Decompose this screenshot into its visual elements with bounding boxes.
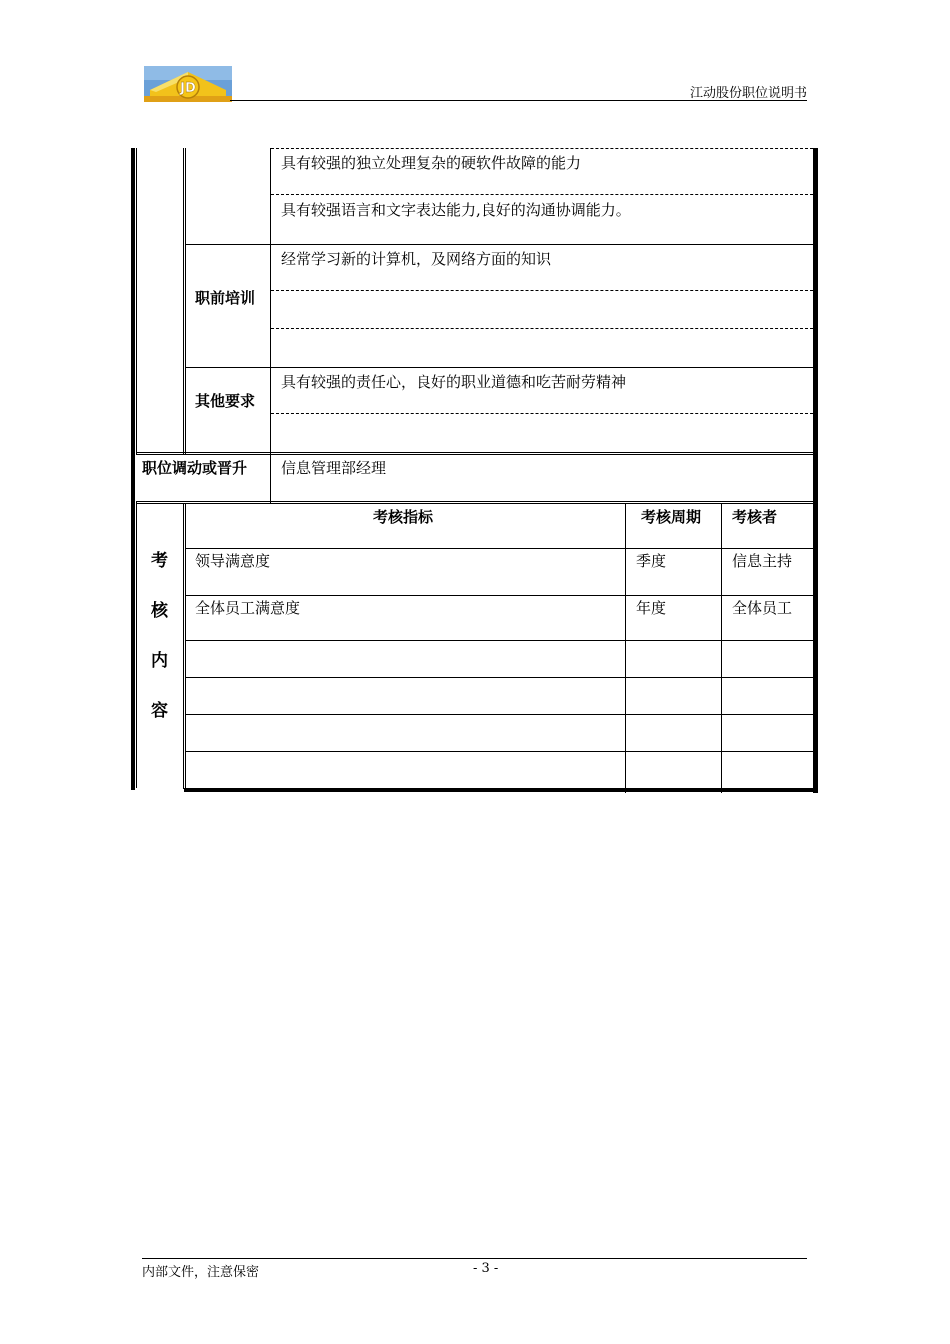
- column-header-assessor: 考核者: [732, 508, 778, 526]
- table-bottom-border: [184, 788, 818, 792]
- row-2-assessor: 全体员工: [732, 599, 793, 617]
- confidential-notice: 内部文件，注意保密: [142, 1265, 260, 1280]
- qualification-line-1: 具有较强的独立处理复杂的硬软件故障的能力: [281, 154, 582, 172]
- assessment-side-label-char-4: 容: [151, 701, 168, 721]
- other-requirements-label: 其他要求: [195, 392, 256, 410]
- document-title: 江动股份职位说明书: [689, 86, 807, 101]
- pre-job-training-line-1: 经常学习新的计算机，及网络方面的知识: [281, 250, 552, 268]
- row-2-indicator: 全体员工满意度: [195, 599, 301, 617]
- page-footer: [142, 1258, 807, 1282]
- row-1-indicator: 领导满意度: [195, 552, 271, 570]
- footer-rule: [142, 1258, 807, 1259]
- assessment-side-label-char-1: 考: [151, 551, 168, 571]
- assessment-side-label-char-2: 核: [151, 601, 168, 621]
- row-2-period: 年度: [636, 599, 667, 617]
- company-logo: [144, 66, 232, 102]
- job-description-table: [131, 148, 819, 793]
- qualification-line-2: 具有较强语言和文字表达能力,良好的沟通协调能力。: [281, 201, 631, 219]
- table-left-border: [131, 148, 135, 790]
- other-requirements-line-1: 具有较强的责任心，良好的职业道德和吃苦耐劳精神: [281, 373, 627, 391]
- column-header-period: 考核周期: [641, 508, 702, 526]
- promotion-label: 职位调动或晋升: [142, 459, 248, 477]
- table-right-border: [814, 148, 818, 793]
- row-1-assessor: 信息主持: [732, 552, 793, 570]
- promotion-value: 信息管理部经理: [281, 459, 387, 477]
- pre-job-training-label: 职前培训: [195, 289, 256, 307]
- page-number: - 3 -: [473, 1261, 499, 1276]
- column-header-indicator: 考核指标: [373, 508, 434, 526]
- logo-text: JD: [180, 81, 196, 96]
- row-1-period: 季度: [636, 552, 667, 570]
- assessment-side-label-char-3: 内: [151, 651, 168, 671]
- page-header: [142, 66, 807, 102]
